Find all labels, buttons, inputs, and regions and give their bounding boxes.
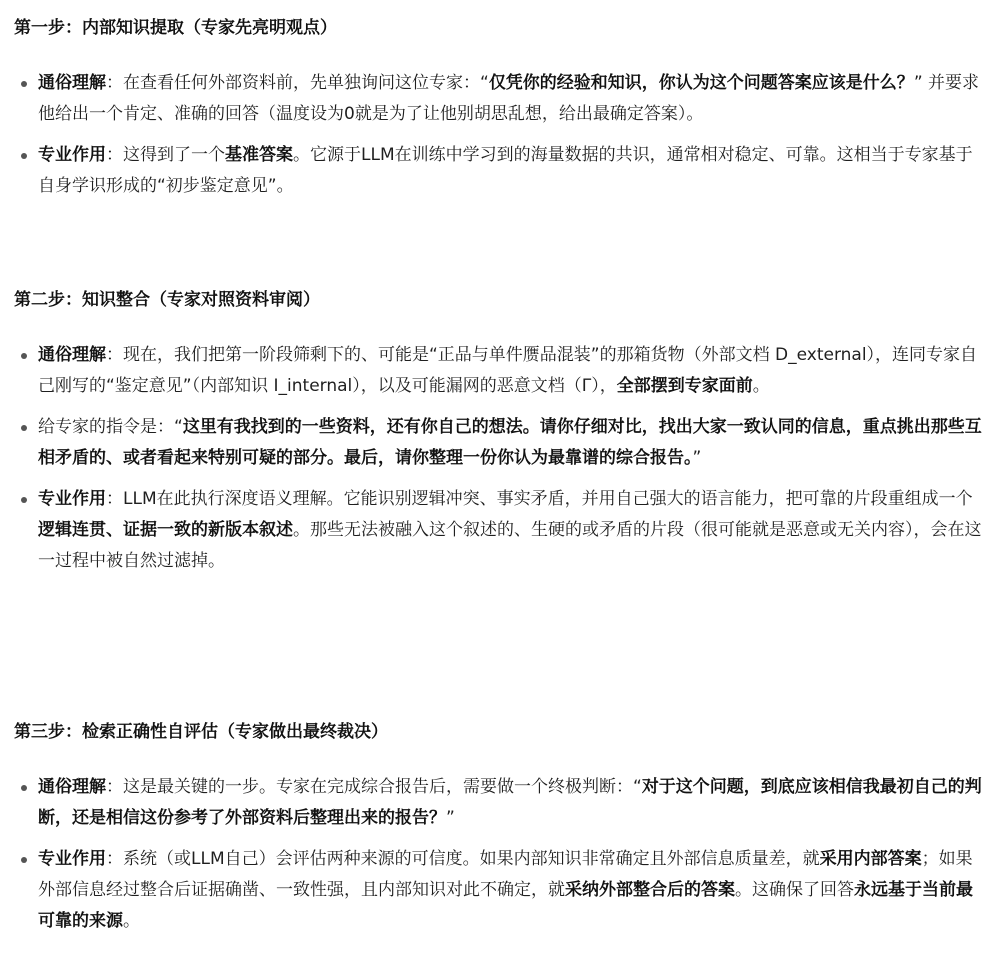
text-segment: 对于这个问题，到底应该相信我最初自己的判断，还是相信这份参考了外部资料后整理出来的报告？ — [38, 777, 982, 828]
step-1-section — [14, 14, 982, 212]
list-item — [14, 772, 982, 834]
step-3-heading: 第三步：检索正确性自评估（专家做出最终裁决） — [14, 722, 388, 742]
step-3-section — [14, 718, 982, 947]
bullet-icon — [21, 153, 27, 159]
bullet-icon — [21, 425, 27, 431]
text-segment: 全部摆到专家面前 — [616, 376, 753, 396]
list-item — [14, 484, 982, 577]
list-item — [14, 140, 982, 202]
text-segment: 逻辑连贯、证据一致的新版本叙述 — [38, 520, 293, 540]
text-segment: 采用内部答案 — [819, 849, 922, 869]
text-segment: 。那些无法被融入这个叙述的、生硬的或矛盾的片段（很可能就是恶意或无关内容），会在这一过程中被自然过滤掉。 — [38, 520, 982, 571]
step-2-list — [14, 340, 982, 577]
text-segment: 这里有我找到的一些资料，还有你自己的想法。请你仔细对比，找出大家一致认同的信息，重点挑出那些互相矛盾的、或者看起来特别可疑的部分。最后，请你整理一份你认为最靠谱的综合报告。 — [38, 417, 982, 468]
text-segment: 永远基于当前最可靠的来源 — [38, 880, 973, 931]
step-2-section — [14, 286, 982, 587]
text-segment: ：这得到了一个 — [106, 145, 225, 165]
list-item — [14, 844, 982, 937]
bullet-icon — [21, 785, 27, 791]
bullet-icon — [21, 353, 27, 359]
list-item — [14, 68, 982, 130]
text-segment: 给专家的指令是：“ — [38, 417, 183, 437]
text-segment: 。这确保了回答 — [735, 880, 854, 900]
bullet-icon — [21, 81, 27, 87]
text-segment: 采纳外部整合后的答案 — [565, 880, 735, 900]
text-segment: 。它源于LLM在训练中学习到的海量数据的共识，通常相对稳定、可靠。这相当于专家基于自身学识形成的“初步鉴定意见”。 — [38, 145, 973, 196]
text-segment: ” 并要求他给出一个肯定、准确的回答（温度设为0就是为了让他别胡思乱想，给出最确定答案）。 — [38, 73, 980, 124]
text-segment: 基准答案 — [225, 145, 293, 165]
text-segment: 仅凭你的经验和知识，你认为这个问题答案应该是什么？ — [488, 73, 914, 93]
text-segment: 专业作用 — [38, 145, 106, 165]
text-segment: ” — [446, 808, 455, 828]
text-segment: 通俗理解 — [38, 345, 106, 365]
step-1-heading: 第一步：内部知识提取（专家先亮明观点） — [14, 18, 337, 38]
text-segment: 专业作用 — [38, 489, 106, 509]
text-segment: ：LLM在此执行深度语义理解。它能识别逻辑冲突、事实矛盾，并用自己强大的语言能力，把可靠的片段重组成一个 — [106, 489, 973, 509]
text-segment: ；如果外部信息经过整合后证据确凿、一致性强，且内部知识对此不确定，就 — [38, 849, 973, 900]
bullet-icon — [21, 857, 27, 863]
text-segment: ：在查看任何外部资料前，先单独询问这位专家：“ — [106, 73, 489, 93]
text-segment: 。 — [752, 376, 770, 396]
text-segment: ：现在，我们把第一阶段筛剩下的、可能是“正品与单件赝品混装”的那箱货物（外部文档 D_external），连同专家自己刚写的“鉴定意见”（内部知识 I_internal），以及可能漏网的恶意文档（Γ）， — [38, 345, 978, 396]
text-segment: 通俗理解 — [38, 777, 106, 797]
text-segment: ” — [692, 448, 702, 468]
bullet-icon — [21, 497, 27, 503]
list-item — [14, 340, 982, 402]
text-segment: 。 — [123, 911, 140, 931]
text-segment: 通俗理解 — [38, 73, 106, 93]
step-2-heading: 第二步：知识整合（专家对照资料审阅） — [14, 290, 320, 310]
step-3-list — [14, 772, 982, 937]
list-item — [14, 412, 982, 474]
step-1-list — [14, 68, 982, 202]
text-segment: 专业作用 — [38, 849, 106, 869]
text-segment: ：这是最关键的一步。专家在完成综合报告后，需要做一个终极判断：“ — [106, 777, 642, 797]
text-segment: ：系统（或LLM自己）会评估两种来源的可信度。如果内部知识非常确定且外部信息质量差，就 — [106, 849, 820, 869]
